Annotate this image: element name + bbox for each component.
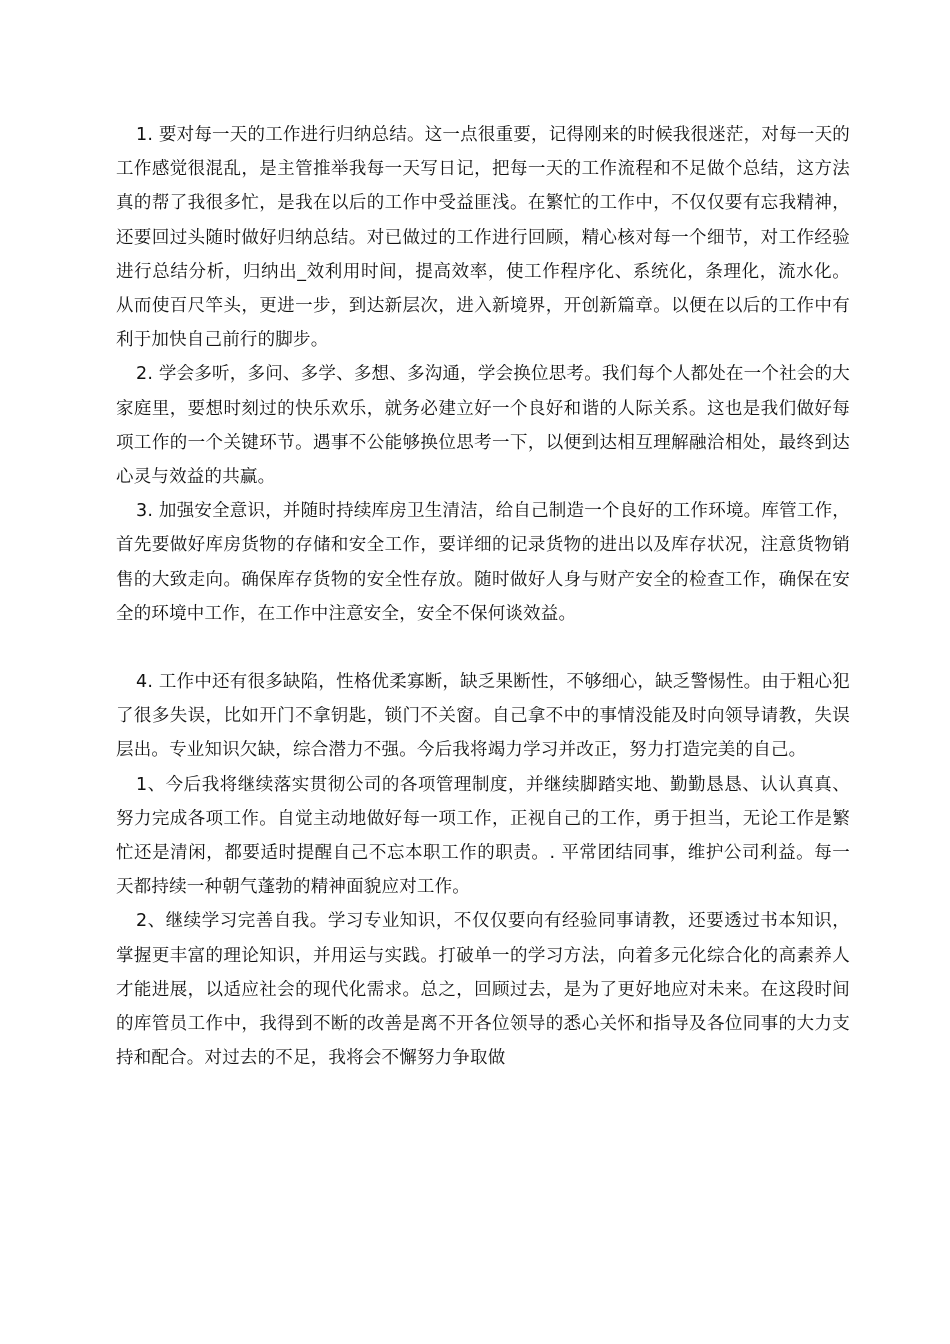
- paragraph-1: 1. 要对每一天的工作进行归纳总结。这一点很重要，记得刚来的时候我很迷茫，对每一天的工作感觉很混乱，是主管推举我每一天写日记，把每一天的工作流程和不足做个总结，这方法真的帮了我很多忙，是我在以后的工作中受益匪浅。在繁忙的工作中，不仅仅要有忘我精神，还要回过头随时做好归纳总结。对已做过的工作进行回顾，精心核对每一个细节，对工作经验进行总结分析，归纳出_效利用时间，提高效率，使工作程序化、系统化，条理化，流水化。从而使百尺竿头，更进一步，到达新层次，进入新境界，开创新篇章。以便在以后的工作中有利于加快自己前行的脚步。: [116, 125, 850, 351]
- paragraph-5: 1、今后我将继续落实贯彻公司的各项管理制度，并继续脚踏实地、勤勤恳恳、认认真真、努力完成各项工作。自觉主动地做好每一项工作，正视自己的工作，勇于担当，无论工作是繁忙还是清闲，都要适时提醒自己不忘本职工作的职责。. 平常团结同事，维护公司利益。每一天都持续一种朝气蓬勃的精神面貌应对工作。: [116, 774, 850, 898]
- paragraph-2: 2. 学会多听，多问、多学、多想、多沟通，学会换位思考。我们每个人都处在一个社会的大家庭里，要想时刻过的快乐欢乐，就务必建立好一个良好和谐的人际关系。这也是我们做好每项工作的一个关键环节。遇事不公能够换位思考一下，以便到达相互理解融洽相处，最终到达心灵与效益的共赢。: [116, 364, 850, 488]
- paragraph-4: 4. 工作中还有很多缺陷，性格优柔寡断，缺乏果断性，不够细心，缺乏警惕性。由于粗心犯了很多失误，比如开门不拿钥匙，锁门不关窗。自己拿不中的事情没能及时向领导请教，失误层出。专业知识欠缺，综合潜力不强。今后我将竭力学习并改正，努力打造完美的自己。: [116, 672, 850, 761]
- document-page: [116, 118, 850, 1075]
- paragraph-3: 3. 加强安全意识，并随时持续库房卫生清洁，给自己制造一个良好的工作环境。库管工作，首先要做好库房货物的存储和安全工作，要详细的记录货物的进出以及库存状况，注意货物销售的大致走向。确保库存货物的安全性存放。随时做好人身与财产安全的检查工作，确保在安全的环境中工作，在工作中注意安全，安全不保何谈效益。: [116, 501, 850, 624]
- paragraph-6: 2、继续学习完善自我。学习专业知识，不仅仅要向有经验同事请教，还要透过书本知识，掌握更丰富的理论知识，并用运与实践。打破单一的学习方法，向着多元化综合化的高素养人才能进展，以适应社会的现代化需求。总之，回顾过去，是为了更好地应对未来。在这段时间的库管员工作中，我得到不断的改善是离不开各位领导的悉心关怀和指导及各位同事的大力支持和配合。对过去的不足，我将会不懈努力争取做: [116, 911, 850, 1069]
